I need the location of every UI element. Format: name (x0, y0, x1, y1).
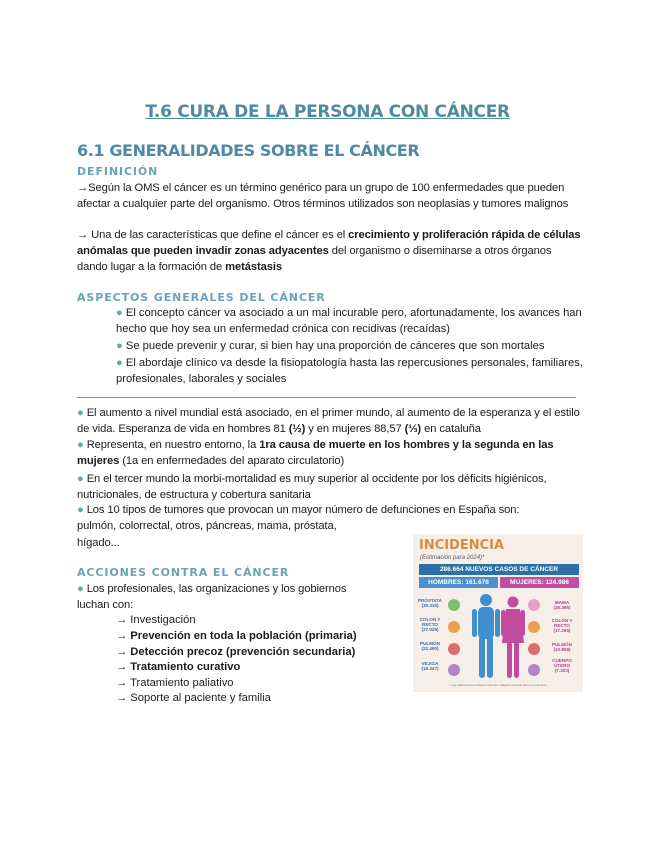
infographic-subtitle: (Estimación para 2024)* (420, 555, 485, 561)
text-run: Representa, en nuestro entorno, la (86, 439, 260, 451)
datos-paragraph-4 (77, 502, 583, 518)
aspectos-item-1 (116, 305, 586, 337)
bullet-icon: ● (116, 307, 123, 319)
colon-icon (528, 621, 540, 633)
accion-item-6: → Soporte al paciente y familia (116, 692, 271, 704)
document-title: T.6 CURA DE LA PERSONA CON CÁNCER (145, 102, 510, 122)
datos-paragraph-4-line-3: hígado... (77, 537, 120, 549)
accion-item-4: → Tratamiento curativo (116, 661, 241, 673)
accion-item-3: → Detección precoz (prevención secundaria) (116, 646, 356, 658)
body-figures-icon (468, 592, 530, 682)
bladder-icon (448, 664, 460, 676)
bullet-icon: ● (77, 583, 84, 595)
breast-icon (528, 599, 540, 611)
bold-text: crecimiento y proliferación rápida de células anómalas que pueden invadir zonas adyacentes (77, 229, 581, 257)
label-colon-hombres: COLON Y RECTO (27.026) (419, 617, 441, 632)
bullet-icon: ● (77, 439, 84, 451)
infographic-total: 286.664 NUEVOS CASOS DE CÁNCER (419, 564, 579, 575)
text-run: del organismo o diseminarse a otros órganos dando lugar a la formación de (77, 245, 552, 273)
infographic-footnote: * Las estimaciones incluyen tumores malignos excepto piel no melanoma (449, 683, 547, 687)
datos-paragraph-4-line-2: pulmón, colorrectal, otros, páncreas, mama, próstata, (77, 520, 337, 532)
datos-paragraph-2 (77, 437, 583, 469)
bold-text: metástasis (225, 261, 282, 273)
label-colon-mujeres: COLON Y RECTO (17.285) (551, 618, 573, 633)
accion-item-1: → Investigación (116, 614, 196, 626)
aspectos-item-3 (116, 355, 586, 387)
bullet-icon: ● (77, 407, 84, 419)
item-text: El concepto cáncer va asociado a un mal incurable pero, afortunadamente, los avances han hecho que hoy sea un enfermedad crónica con recidivas (recaídas) (116, 307, 582, 335)
accion-item-2: → Prevención en toda la población (primaria) (116, 630, 357, 642)
bullet-icon: ● (116, 340, 123, 352)
definicion-paragraph-2 (77, 227, 583, 275)
definicion-heading: DEFINICIÓN (77, 165, 159, 178)
item-text: Se puede prevenir y curar, si bien hay una proporción de cánceres que son mortales (125, 340, 545, 352)
horizontal-divider (77, 397, 576, 398)
aspectos-heading: ASPECTOS GENERALES DEL CÁNCER (77, 291, 326, 304)
aspectos-item-2 (116, 338, 586, 354)
section-title: 6.1 GENERALIDADES SOBRE EL CÁNCER (77, 141, 420, 160)
label-prostata: PRÓSTATA (30.316) (417, 598, 443, 608)
text-run: En el tercer mundo la morbi-mortalidad es muy superior al occidente por los déficits higiénicos, nutricionales, de estructura y cobertura sanitaria (77, 473, 547, 501)
label-mama: MAMA (36.395) (553, 600, 571, 610)
acciones-intro-line-2: luchan con: (77, 599, 134, 611)
item-text: El abordaje clínico va desde la fisiopatología hasta las repercusiones personales, familiares, profesionales, laborales y sociales (116, 357, 583, 385)
acciones-intro (77, 581, 397, 597)
infographic-women: MUJERES: 124.986 (500, 577, 579, 588)
bold-text: (⅓) (404, 423, 422, 435)
lung-icon (448, 643, 460, 655)
bullet-icon: ● (77, 504, 84, 516)
datos-paragraph-3 (77, 471, 583, 503)
text-run: El aumento a nivel mundial está asociado, en el primer mundo, al aumento de la esperanza y el estilo de vida. Esperanza de vida en hombres 81 (77, 407, 580, 435)
text-run: Los profesionales, las organizaciones y los gobiernos (86, 583, 347, 595)
label-pulmon-mujeres: PULMÓN (10.855) (552, 642, 572, 652)
text-run: (1a en enfermedades del aparato circulatorio) (119, 455, 345, 467)
bullet-icon: ● (77, 473, 84, 485)
text-run: Los 10 tipos de tumores que provocan un mayor número de defunciones en España son: (86, 504, 520, 516)
uterus-icon (528, 664, 540, 676)
infographic-men: HOMBRES: 161.678 (419, 577, 498, 588)
text-run: → Una de las características que define el cáncer es el (77, 229, 349, 241)
definicion-paragraph-1: →Según la OMS el cáncer es un término genérico para un grupo de 100 enfermedades que pueden afectar a cualquier parte del organismo. Otros términos utilizados son neoplasias y tumores malignos (77, 182, 569, 210)
bullet-icon: ● (116, 357, 123, 369)
infographic-title: INCIDENCIA (419, 538, 505, 553)
label-cuerpo-utero: CUERPO ÚTERO (7.303) (552, 658, 572, 673)
datos-paragraph-1 (77, 405, 583, 437)
text-run: y en mujeres 88,57 (305, 423, 405, 435)
colon-icon (448, 621, 460, 633)
lung-icon (528, 643, 540, 655)
bold-text: (½) (288, 423, 306, 435)
text-run: en cataluña (421, 423, 481, 435)
accion-item-5: → Tratamiento paliativo (116, 677, 234, 689)
label-vejiga: VEJIGA (18.347) (421, 661, 439, 671)
prostate-icon (448, 599, 460, 611)
incidence-infographic (413, 534, 583, 692)
bold-text: 1ra causa de muerte en los hombres y la segunda en las mujeres (77, 439, 554, 467)
acciones-heading: ACCIONES CONTRA EL CÁNCER (77, 566, 290, 579)
label-pulmon-hombres: PULMÓN (22.490) (420, 641, 440, 651)
